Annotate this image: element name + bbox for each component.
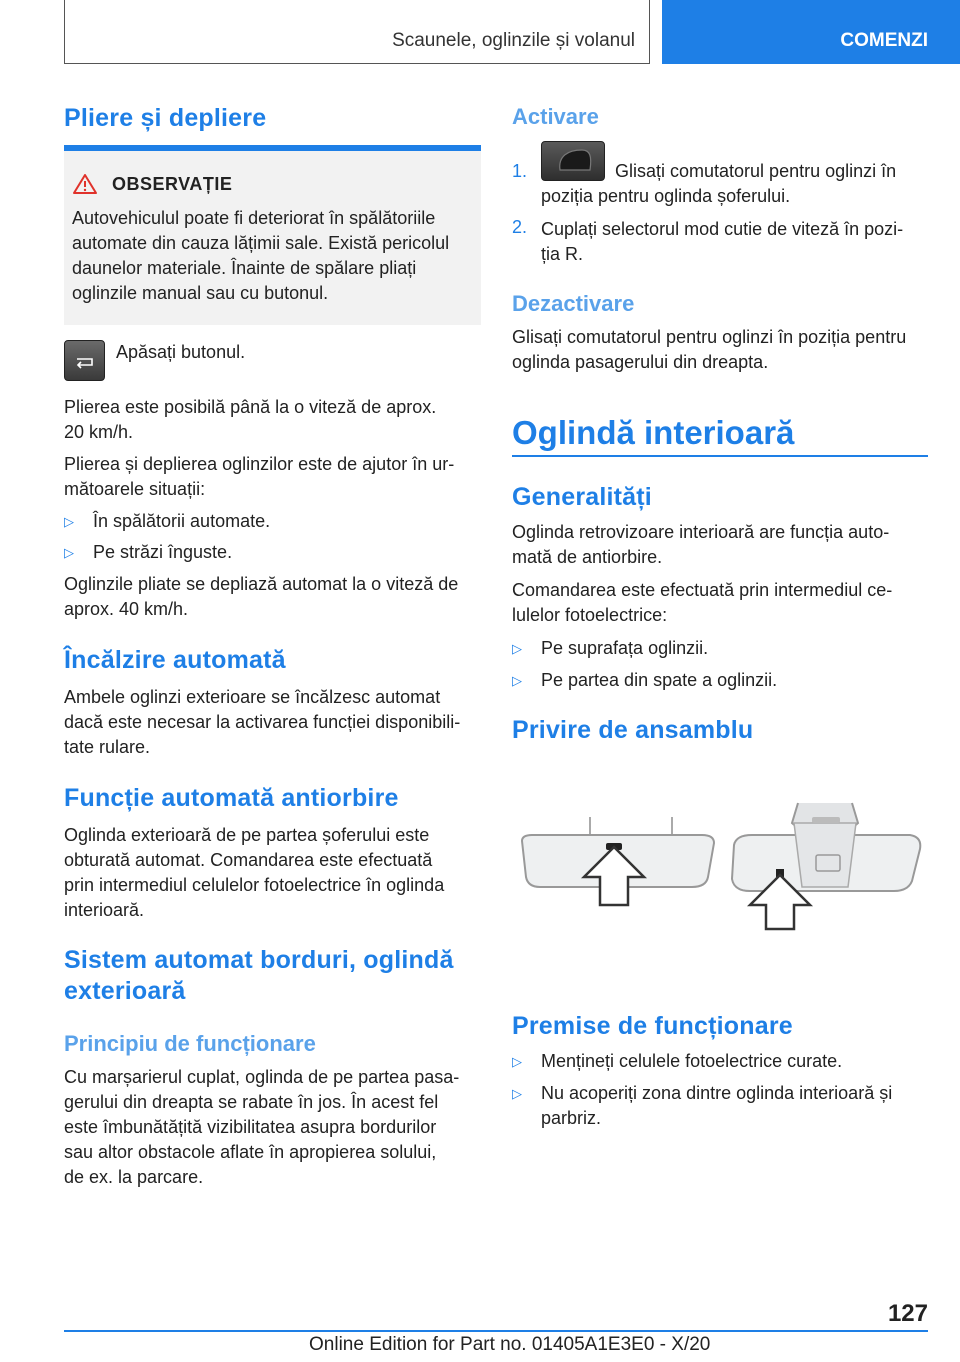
warning-line: Autovehiculul poate fi deteriorat în spălătoriile: [72, 208, 436, 228]
warning-title: OBSERVAȚIE: [112, 174, 233, 194]
heading-curb: Sistem automat borduri, oglindă: [64, 946, 454, 974]
bullet-triangle-icon: ▷: [512, 1086, 522, 1101]
heading-fold: Pliere și depliere: [64, 104, 267, 132]
heading-dim: Funcție automată antiorbire: [64, 784, 399, 812]
heading-deactivate: Dezactivare: [512, 291, 635, 316]
step-line: ția R.: [541, 244, 584, 264]
page-number: 127: [887, 1300, 928, 1327]
paragraph-line: este îmbunătățită vizibilitatea asupra bordurilor: [64, 1117, 437, 1137]
list-item-continuation: parbriz.: [541, 1108, 602, 1128]
paragraph-line: mată de antiorbire.: [512, 547, 663, 567]
warning-triangle-icon: [72, 173, 98, 195]
header-section-box: [64, 0, 650, 64]
heading-rule: [512, 455, 928, 457]
step-line: Cuplați selectorul mod cutie de viteză în pozi-: [541, 219, 904, 239]
heading-principle: Principiu de funcționare: [64, 1031, 316, 1056]
bullet-triangle-icon: ▷: [512, 641, 522, 656]
paragraph-line: prin intermediul celulelor fotoelectrice în oglinda: [64, 875, 445, 895]
step-line: poziția pentru oglinda șoferului.: [541, 186, 791, 206]
paragraph-line: 20 km/h.: [64, 422, 134, 442]
warning-line: daunelor materiale. Înainte de spălare pliați: [72, 258, 417, 278]
heading-prereq: Premise de funcționare: [512, 1012, 793, 1040]
paragraph-line: Cu marșarierul cuplat, oglinda de pe partea pasa-: [64, 1067, 460, 1087]
bullet-triangle-icon: ▷: [512, 1054, 522, 1069]
paragraph-line: Oglinda retrovizoare interioară are funcția auto-: [512, 522, 890, 542]
footer-rule: [64, 1330, 928, 1332]
paragraph-line: Oglinda exterioară de pe partea șoferului este: [64, 825, 430, 845]
paragraph-line: mătoarele situații:: [64, 479, 206, 499]
heading-activate: Activare: [512, 104, 599, 129]
bullet-triangle-icon: ▷: [512, 673, 522, 688]
paragraph-line: dacă este necesar la activarea funcției disponibili-: [64, 712, 461, 732]
paragraph-line: Oglinzile pliate se depliază automat la o viteză de: [64, 574, 459, 594]
heading-inner-mirror: Oglindă interioară: [512, 414, 795, 451]
bullet-triangle-icon: ▷: [64, 545, 74, 560]
paragraph-line: tate rulare.: [64, 737, 151, 757]
paragraph-line: Glisați comutatorul pentru oglinzi în poziția pentru: [512, 327, 907, 347]
step-line: Glisați comutatorul pentru oglinzi în: [615, 161, 897, 181]
mirror-illustration: [512, 795, 928, 935]
header-chapter-tab[interactable]: [662, 0, 960, 64]
paragraph-line: interioară.: [64, 900, 145, 920]
step-number: 1.: [512, 161, 528, 181]
warning-line: oglinzile manual sau cu butonul.: [72, 283, 329, 303]
step-number: 2.: [512, 217, 528, 237]
press-button-text: Apăsați butonul.: [116, 342, 246, 362]
paragraph-line: lulelor fotoelectrice:: [512, 605, 668, 625]
paragraph-line: Plierea și deplierea oglinzilor este de ajutor în ur-: [64, 454, 455, 474]
heading-overview: Privire de ansamblu: [512, 716, 754, 744]
paragraph-line: Plierea este posibilă până la o viteză de aprox.: [64, 397, 437, 417]
paragraph-line: Comandarea este efectuată prin intermediul ce-: [512, 580, 893, 600]
mirror-switch-icon: [541, 141, 605, 181]
warning-line: automate din cauza lățimii sale. Există pericolul: [72, 233, 450, 253]
paragraph-line: gerului din dreapta se rabate în jos. În acest fel: [64, 1092, 439, 1112]
heading-heat: Încălzire automată: [64, 646, 286, 674]
paragraph-line: aprox. 40 km/h.: [64, 599, 189, 619]
paragraph-line: sau altor obstacole aflate în apropierea solului,: [64, 1142, 437, 1162]
paragraph-line: de ex. la parcare.: [64, 1167, 204, 1187]
heading-general: Generalități: [512, 483, 652, 511]
footer-edition: Online Edition for Part no. 01405A1E3E0 - X/20: [309, 1334, 711, 1355]
paragraph-line: oglinda pasagerului din dreapta.: [512, 352, 769, 372]
paragraph-line: obturată automat. Comandarea este efectuată: [64, 850, 433, 870]
header-chapter-label: COMENZI: [840, 30, 928, 51]
header-section-title: Scaunele, oglinzile și volanul: [392, 30, 635, 51]
paragraph-line: Ambele oglinzi exterioare se încălzesc automat: [64, 687, 441, 707]
heading-curb: exterioară: [64, 977, 186, 1005]
bullet-triangle-icon: ▷: [64, 514, 74, 529]
fold-button-icon: [64, 340, 105, 381]
